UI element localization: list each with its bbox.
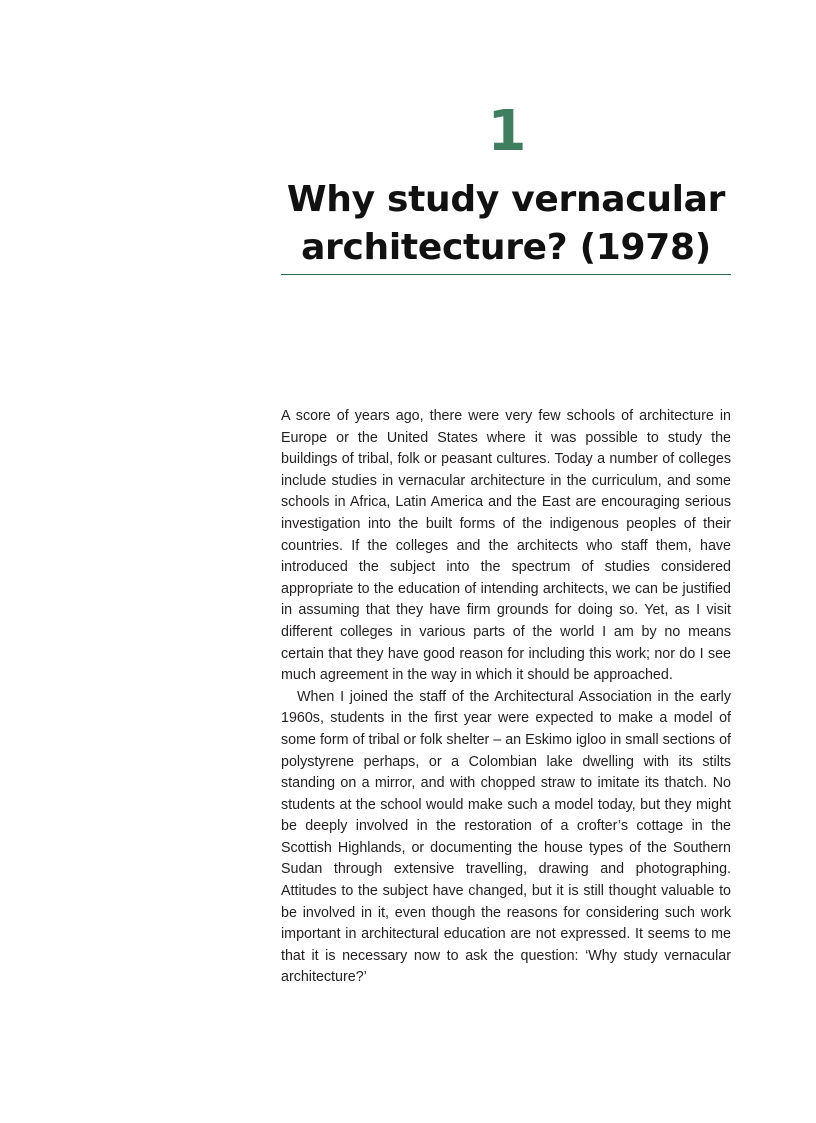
chapter-title-line-1: Why study vernacular	[286, 179, 726, 220]
chapter-title-line-2: architecture? (1978)	[301, 227, 711, 268]
body-text	[281, 406, 731, 989]
title-divider	[281, 274, 731, 275]
body-paragraph-1: A score of years ago, there were very few schools of architecture in Europe or the United States where it was possible to study the buildings of tribal, folk or peasant cultures. Today a number of colleges include studies in vernacular architecture in the curriculum, and some schools in Africa, Latin America and the East are encouraging serious investigation into the built forms of the indigenous peoples of their countries. If the colleges and the architects who staff them, have introduced the subject into the spectrum of studies considered appropriate to the education of intending architects, we can be justified in assuming that they have firm grounds for doing so. Yet, as I visit different colleges in various parts of the world I am by no means certain that they have good reason for including this work; nor do I see much agreement in the way in which it should be approached.	[281, 408, 731, 684]
chapter-number: 1	[487, 99, 525, 164]
chapter-title	[281, 176, 731, 272]
body-paragraph-2: When I joined the staff of the Architectural Association in the early 1960s, students in the first year were expected to make a model of some form of tribal or folk shelter – an Eskimo igloo in small sections of polystyrene perhaps, or a Colombian lake dwelling with its stilts standing on a mirror, and with chopped straw to imitate its thatch. No students at the school would make such a model today, but they might be deeply involved in the restoration of a crofter’s cottage in the Scottish Highlands, or documenting the house types of the Southern Sudan through extensive travelling, drawing and photographing. Attitudes to the subject have changed, but it is still thought valuable to be involved in it, even though the reasons for considering such work important in architectural education are not expressed. It seems to me that it is necessary now to ask the question: ‘Why study vernacular architecture?’	[281, 688, 731, 986]
